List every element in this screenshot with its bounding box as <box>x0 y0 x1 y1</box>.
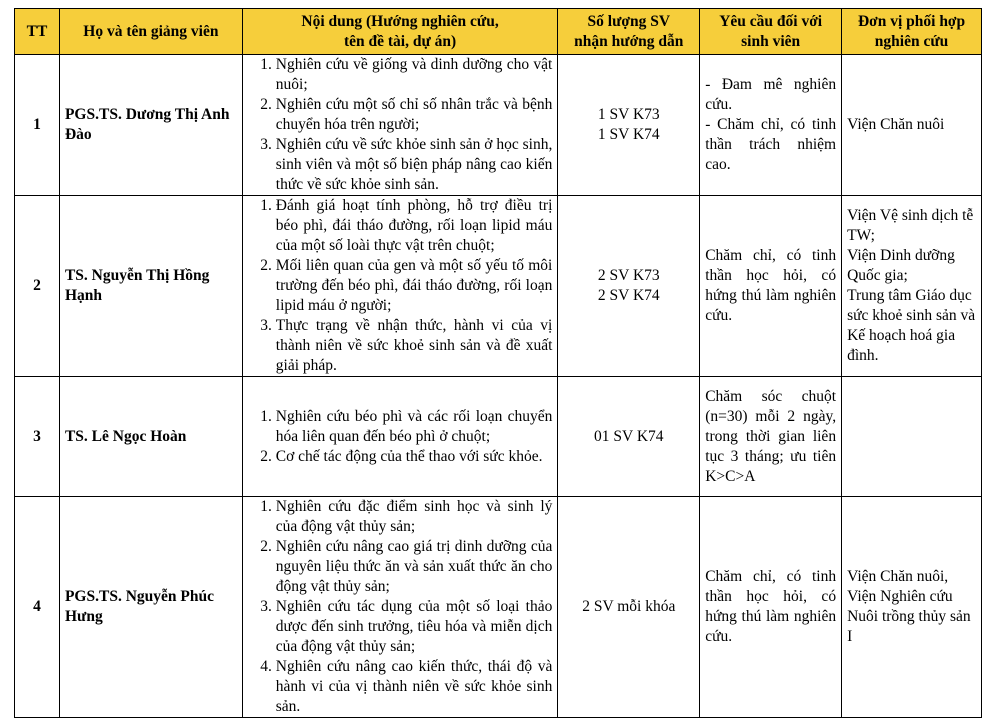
topic-item: 1. Đánh giá hoạt tính phòng, hỗ trợ điều trị béo phì, đái tháo đường, rối loạn lipid máu của một số loài thực vật trên chuột; <box>276 196 553 256</box>
student-requirements <box>700 55 842 196</box>
lecturer-name: TS. Nguyễn Thị Hồng Hạnh <box>59 196 242 377</box>
research-topics <box>242 55 558 196</box>
student-quota <box>558 377 700 497</box>
topic-item: 1. Nghiên cứu béo phì và các rối loạn chuyển hóa liên quan đến béo phì ở chuột; <box>276 407 553 447</box>
topic-item: 3. Thực trạng về nhận thức, hành vi của vị thành niên về sức khoẻ sinh sản và đề xuất giải pháp. <box>276 316 553 376</box>
header-unit <box>842 9 982 55</box>
partner-unit <box>842 55 982 196</box>
research-topics <box>242 377 558 497</box>
student-quota <box>558 497 700 718</box>
quota-line: 2 SV mỗi khóa <box>582 598 676 615</box>
partner-unit <box>842 196 982 377</box>
header-tt: TT <box>15 9 60 55</box>
table-row <box>15 196 982 377</box>
unit-line: Viện Chăn nuôi <box>847 116 945 133</box>
requirement-line: - Đam mê nghiên cứu. <box>705 76 837 113</box>
topic-item: 1. Nghiên cứu đặc điểm sinh học và sinh lý của động vật thủy sản; <box>276 497 553 537</box>
unit-line: Viện Chăn nuôi, Viện Nghiên cứu Nuôi trồng thủy sản I <box>847 568 971 645</box>
row-number: 3 <box>15 377 60 497</box>
header-row <box>15 9 982 55</box>
requirement-line: Chăm chỉ, có tinh thần học hỏi, có hứng thú làm nghiên cứu. <box>705 568 837 645</box>
student-requirements <box>700 196 842 377</box>
header-unit-line2: nghiên cứu <box>874 32 949 50</box>
lecturer-name: TS. Lê Ngọc Hoàn <box>59 377 242 497</box>
topic-item: 4. Nghiên cứu nâng cao kiến thức, thái độ và hành vi của vị thành niên về sức khỏe sinh sản. <box>276 657 553 717</box>
topic-item: 1. Nghiên cứu về giống và dinh dưỡng cho vật nuôi; <box>276 55 553 95</box>
header-content <box>242 9 558 55</box>
topic-item: 3. Nghiên cứu về sức khỏe sinh sản ở học sinh, sinh viên và một số biện pháp nâng cao kiến thức về sức khỏe sinh sản. <box>276 135 553 195</box>
unit-line: Trung tâm Giáo dục sức khoẻ sinh sản và Kế hoạch hoá gia đình. <box>847 287 976 364</box>
header-unit-line1: Đơn vị phối hợp <box>857 12 966 30</box>
partner-unit <box>842 497 982 718</box>
header-content-line2: tên đề tài, dự án) <box>343 32 457 50</box>
lecturer-name: PGS.TS. Nguyễn Phúc Hưng <box>59 497 242 718</box>
quota-line: 1 SV K73 <box>597 106 660 123</box>
row-number: 4 <box>15 497 60 718</box>
header-qty <box>558 9 700 55</box>
header-content-line1: Nội dung (Hướng nghiên cứu, <box>301 12 499 30</box>
partner-unit <box>842 377 982 497</box>
quota-line: 2 SV K74 <box>597 287 660 304</box>
student-quota <box>558 196 700 377</box>
research-topics <box>242 497 558 718</box>
topic-item: 2. Nghiên cứu một số chỉ số nhân trắc và bệnh chuyển hóa trên người; <box>276 95 553 135</box>
student-quota <box>558 55 700 196</box>
table-row <box>15 55 982 196</box>
topic-item: 2. Cơ chế tác động của thể thao với sức khỏe. <box>276 447 553 467</box>
header-qty-line1: Số lượng SV <box>587 12 671 30</box>
table-row <box>15 377 982 497</box>
unit-line: Viện Vệ sinh dịch tễ TW; <box>847 207 974 244</box>
header-req-line2: sinh viên <box>741 32 801 50</box>
quota-line: 2 SV K73 <box>597 267 660 284</box>
quota-line: 01 SV K74 <box>594 427 664 445</box>
student-requirements <box>700 497 842 718</box>
header-qty-line2: nhận hướng dẫn <box>574 32 684 50</box>
table-row <box>15 497 982 718</box>
topic-item: 2. Nghiên cứu nâng cao giá trị dinh dưỡng của nguyên liệu thức ăn và sản xuất thức ăn cho động vật thủy sản; <box>276 537 553 597</box>
topic-item: 2. Mối liên quan của gen và một số yếu tố môi trường đến béo phì, đái tháo đường, rối loạn lipid máu ở người; <box>276 256 553 316</box>
requirement-line: Chăm chỉ, có tinh thần học hỏi, có hứng thú làm nghiên cứu. <box>705 247 837 324</box>
unit-line: Viện Dinh dưỡng Quốc gia; <box>847 247 955 284</box>
requirement-line: - Chăm chỉ, có tinh thần trách nhiệm cao. <box>705 116 837 173</box>
advisor-table <box>14 8 982 718</box>
student-requirements <box>700 377 842 497</box>
row-number: 1 <box>15 55 60 196</box>
requirement-line: Chăm sóc chuột (n=30) mỗi 2 ngày, trong thời gian liên tục 3 tháng; ưu tiên K>C>A <box>705 387 837 485</box>
header-req <box>700 9 842 55</box>
header-req-line1: Yêu cầu đối với <box>719 12 823 30</box>
lecturer-name: PGS.TS. Dương Thị Anh Đào <box>59 55 242 196</box>
topic-item: 3. Nghiên cứu tác dụng của một số loại thảo dược đến sinh trưởng, tiêu hóa và miễn dịch của động vật thủy sản; <box>276 597 553 657</box>
quota-line: 1 SV K74 <box>597 126 660 143</box>
row-number: 2 <box>15 196 60 377</box>
header-name: Họ và tên giảng viên <box>59 9 242 55</box>
research-topics <box>242 196 558 377</box>
